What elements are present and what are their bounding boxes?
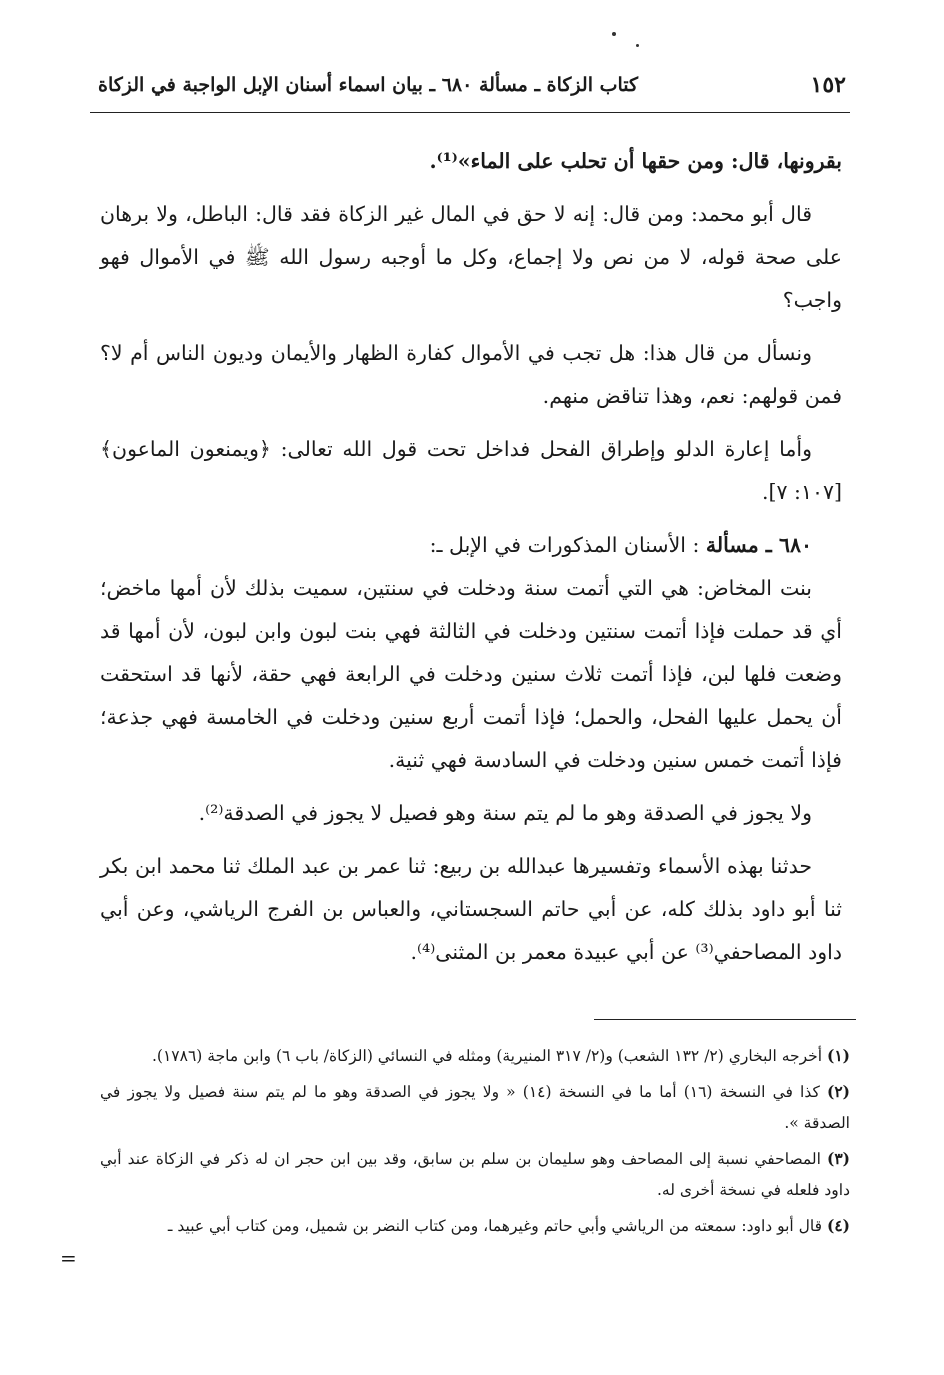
paragraph-5: بنت المخاض: هي التي أتمت سنة ودخلت في سنتين، سميت بذلك لأن أمها ماخض؛ أي قد حملت فإذا أتمت سنتين ودخلت في الثالثة فهي بنت لبون وابن لبون، لأن أمها قد وضعت فلها لبن، فإذا أتمت ثلاث سنين ودخلت في الرابعة فهي حقة، لأنها قد استحقت أن يحمل عليها الفحل، والحمل؛ فإذا أتمت أربع سنين ودخلت في الخامسة فهي جذعة؛ فإذا أتمت خمس سنين ودخلت في السادسة فهي ثنية. — [100, 576, 842, 772]
footnote-text: المصاحفي نسبة إلى المصاحف وهو سليمان بن سلم بن سابق، وقد بين ابن حجر ان له ذكر في الزكاة عند أبي داود فلعله في نسخة أخرى له. — [100, 1150, 850, 1199]
footnote-2 — [100, 1076, 850, 1139]
footnotes — [100, 1040, 850, 1246]
paragraph-3: ونسأل من قال هذا: هل تجب في الأموال كفارة الظهار والأيمان وديون الناس أم لا؟ فمن قولهم: نعم، وهذا تناقض منهم. — [100, 341, 842, 408]
ink-speck — [612, 32, 616, 36]
ink-speck — [636, 44, 639, 47]
footnote-mark: (١) — [826, 1046, 850, 1065]
footnote-separator — [594, 1019, 856, 1020]
footnote-mark: (٤) — [826, 1216, 850, 1235]
continuation-mark: = — [60, 1246, 77, 1270]
main-text — [100, 140, 842, 984]
paragraph-2: قال أبو محمد: ومن قال: إنه لا حق في المال غير الزكاة فقد قال: الباطل، ولا برهان على صحة قوله، لا من نص ولا إجماع، وكل ما أوجبه رسول الله ﷺ في الأموال فهو واجب؟ — [100, 202, 842, 312]
issue-title: : الأسنان المذكورات في الإبل ـ: — [429, 533, 700, 557]
footnote-1 — [100, 1040, 850, 1072]
running-title: كتاب الزكاة ـ مسألة ٦٨٠ ـ بيان اسماء أسنان الإبل الواجبة في الزكاة — [98, 74, 639, 96]
footnote-text: قال أبو داود: سمعته من الرياشي وأبي حاتم وغيرهما، ومن كتاب النضر بن شميل، ومن كتاب أبي عبيد ـ — [167, 1217, 823, 1235]
issue-heading — [100, 524, 842, 567]
paragraph-4: وأما إعارة الدلو وإطراق الفحل فداخل تحت قول الله تعالى: ﴿ويمنعون الماعون﴾ [١٠٧: ٧]. — [100, 437, 842, 504]
footnote-text: أخرجه البخاري (٢/ ١٣٢ الشعب) و(٢/ ٣١٧ المنيرية) ومثله في النسائي (الزكاة/ باب ٦) وابن ماجة (١٧٨٦). — [152, 1047, 823, 1065]
issue-label: ٦٨٠ ـ مسألة — [705, 533, 812, 557]
running-header — [90, 72, 850, 113]
paragraph-7: حدثنا بهذه الأسماء وتفسيرها عبدالله بن ربيع: ثنا عمر بن عبد الملك ثنا محمد ابن بكر ثنا أبو داود بذلك كله، عن أبي حاتم السجستاني، والعباس بن الفرج الرياشي، وعن أبي داود المصاحفي⁽³⁾ عن أبي عبيدة معمر بن المثنى⁽⁴⁾. — [100, 854, 842, 964]
footnote-text: كذا في النسخة (١٦) أما ما في النسخة (١٤) « ولا يجوز في الصدقة وهو ما لم يتم سنة فصيل ولا يجوز في الصدقة ». — [100, 1083, 850, 1132]
paragraph-6: ولا يجوز في الصدقة وهو ما لم يتم سنة وهو فصيل لا يجوز في الصدقة⁽²⁾. — [198, 801, 812, 825]
footnote-mark: (٣) — [826, 1149, 850, 1168]
footnote-mark: (٢) — [827, 1082, 851, 1101]
page-number: ١٥٢ — [810, 72, 846, 98]
footnote-3 — [100, 1143, 850, 1206]
footnote-4 — [100, 1210, 850, 1242]
paragraph-1: بقرونها، قال: ومن حقها أن تحلب على الماء»⁽¹⁾. — [429, 149, 842, 173]
